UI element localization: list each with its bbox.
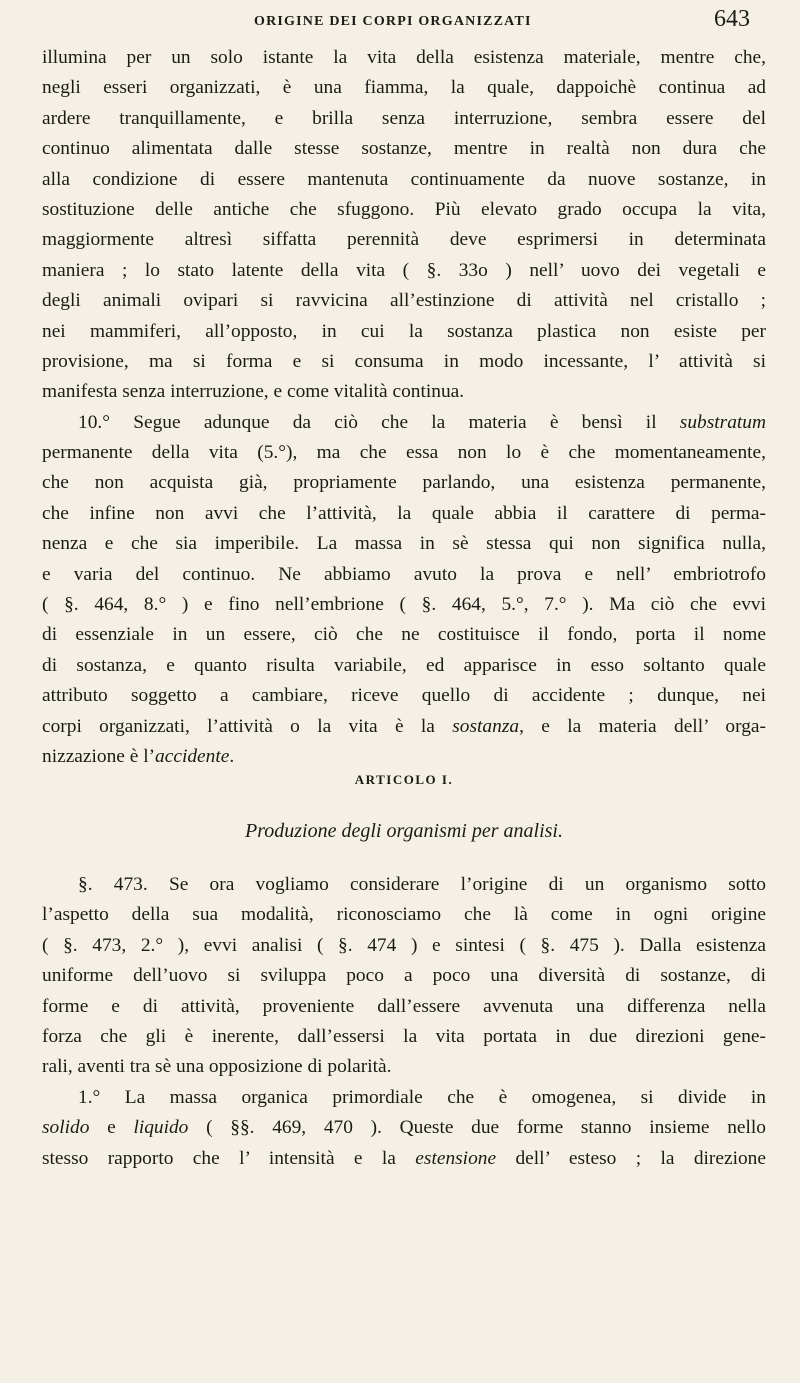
text-line: illumina per un solo istante la vita della esistenza materiale, mentre che, — [42, 47, 766, 68]
text-line — [42, 1113, 766, 1143]
text-line: 1.° La massa organica primordiale che è omogenea, si divide in — [78, 1086, 766, 1108]
paragraph-10-line — [42, 408, 766, 438]
text-line: ardere tranquillamente, e brilla senza interruzione, sembra essere del — [42, 107, 766, 129]
text-run: nizzazione è l’ — [42, 745, 156, 767]
text-line: attributo soggetto a cambiare, riceve quello di accidente ; dunque, nei — [42, 685, 766, 707]
italic-term: sostanza — [452, 715, 520, 737]
text-line: §. 473. Se ora vogliamo considerare l’origine di un organismo sotto — [78, 874, 766, 895]
section-subtitle: Produzione degli organismi per analisi. — [245, 820, 563, 842]
text-line: ( §. 464, 8.° ) e fino nell’embrione ( §. 464, 5.°, 7.° ). Ma ciò che evvi — [42, 594, 766, 616]
text-line: manifesta senza interruzione, e come vitalità continua. — [42, 381, 465, 403]
text-run: corpi organizzati, l’attività o la vita è la — [42, 715, 453, 737]
text-line: nei mammiferi, all’opposto, in cui la sostanza plastica non esiste per — [42, 320, 766, 342]
text-line: provisione, ma si forma e si consuma in modo incessante, l’ attività si — [42, 350, 766, 372]
text-run: ( §§. 469, 470 ). Queste due forme stanno insieme nello — [188, 1117, 766, 1139]
text-line: forza che gli è inerente, dall’essersi la vita portata in due direzioni gene- — [42, 1025, 766, 1047]
text-line: continuo alimentata dalle stesse sostanze, mentre in realtà non dura che — [42, 138, 766, 160]
text-line: di essenziale in un essere, ciò che ne costituisce il fondo, porta il nome — [42, 624, 766, 646]
text-run: stesso rapporto che l’ intensità e la — [42, 1147, 416, 1169]
text-run: dell’ esteso ; la direzione — [496, 1147, 766, 1169]
italic-term: estensione — [415, 1147, 497, 1169]
italic-term: liquido — [133, 1117, 189, 1139]
text-line: che infine non avvi che l’attività, la quale abbia il carattere di perma- — [42, 502, 766, 524]
text-run: . — [229, 745, 235, 767]
text-line: ( §. 473, 2.° ), evvi analisi ( §. 474 ) e sintesi ( §. 475 ). Dalla esistenza — [42, 934, 766, 956]
italic-term: solido — [42, 1117, 90, 1139]
text-line — [42, 742, 766, 772]
text-run: , e la materia dell’ orga- — [519, 715, 766, 737]
text-line: uniforme dell’uovo si sviluppa poco a poco una diversità di sostanze, di — [42, 965, 766, 987]
text-line: forme e di attività, proveniente dall’essere avvenuta una differenza nella — [42, 995, 766, 1017]
paragraph-473 — [42, 870, 766, 1174]
text-line: nenza e che sia imperibile. La massa in sè stessa qui non significa nulla, — [42, 533, 766, 555]
page-number: 643 — [714, 6, 750, 32]
text-line: negli esseri organizzati, è una fiamma, la quale, dappoichè continua ad — [42, 77, 766, 99]
text-line: alla condizione di essere mantenuta continuamente da nuove sostanze, in — [42, 168, 766, 190]
text-line: l’aspetto della sua modalità, riconosciamo che là come in ogni origine — [42, 904, 766, 926]
text-run: 10.° Segue adunque da ciò che la materia è bensì il — [78, 411, 680, 433]
text-run: e — [89, 1117, 134, 1139]
text-line — [42, 712, 766, 742]
article-heading: ARTICOLO I. — [354, 772, 454, 787]
text-line: degli animali ovipari si ravvicina all’estinzione di attività nel cristallo ; — [42, 290, 766, 312]
text-line: di sostanza, e quanto risulta variabile, ed apparisce in esso soltanto quale — [42, 654, 766, 676]
paragraph-continuation — [42, 43, 766, 772]
text-line: che non acquista già, propriamente parlando, una esistenza permanente, — [42, 472, 766, 494]
text-line: rali, aventi tra sè una opposizione di polarità. — [42, 1056, 392, 1078]
italic-term: substratum — [679, 411, 766, 433]
text-line — [42, 1144, 766, 1174]
text-line: maggiormente altresì siffatta perennità deve esprimersi in determinata — [42, 229, 766, 251]
text-line: maniera ; lo stato latente della vita ( §. 33o ) nell’ uovo dei vegetali e — [42, 259, 766, 281]
running-title: ORIGINE DEI CORPI ORGANIZZATI — [254, 14, 532, 29]
page-header — [0, 6, 800, 40]
italic-term: accidente — [155, 745, 230, 767]
text-line: permanente della vita (5.°), ma che essa non lo è che momentaneamente, — [42, 442, 766, 464]
text-line: sostituzione delle antiche che sfuggono. Più elevato grado occupa la vita, — [42, 198, 766, 220]
text-line: e varia del continuo. Ne abbiamo avuto la prova e nell’ embriotrofo — [42, 563, 766, 585]
